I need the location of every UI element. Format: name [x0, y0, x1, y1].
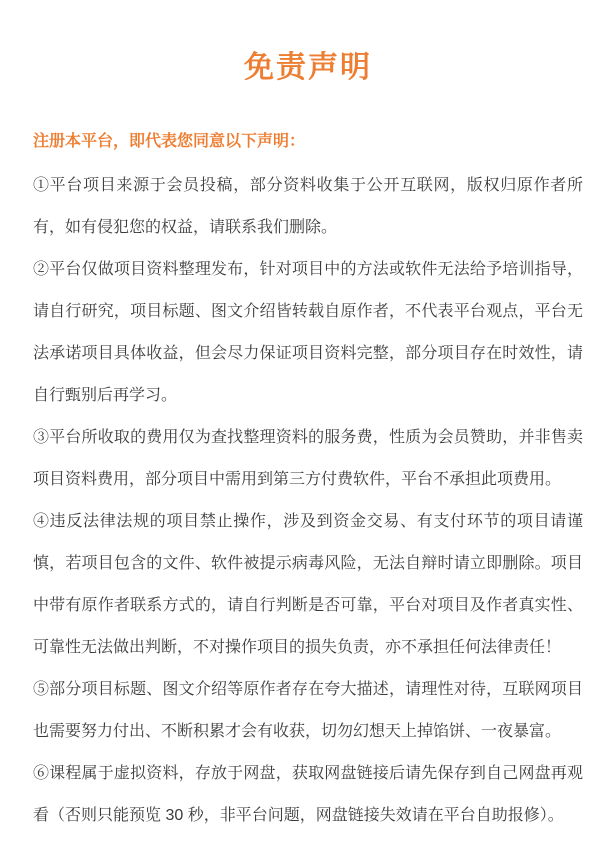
disclaimer-paragraph-2: ②平台仅做项目资料整理发布，针对项目中的方法或软件无法给予培训指导，请自行研究，项目标题、图文介绍皆转载自原作者，不代表平台观点，平台无法承诺项目具体收益，但会尽力保证项目资料完整，部分项目存在时效性，请自行甄别后再学习。 [33, 261, 583, 404]
intro-statement: 注册本平台，即代表您同意以下声明： [33, 133, 306, 150]
disclaimer-paragraph-3: ③平台所收取的费用仅为查找整理资料的服务费，性质为会员赞助，并非售卖项目资料费用，部分项目中需用到第三方付费软件，平台不承担此项费用。 [33, 429, 583, 488]
paragraph-list [33, 165, 583, 837]
disclaimer-paragraph-1: ①平台项目来源于会员投稿，部分资料收集于公开互联网，版权归原作者所有，如有侵犯您的权益，请联系我们删除。 [33, 177, 583, 236]
disclaimer-paragraph-6: ⑥课程属于虚拟资料，存放于网盘，获取网盘链接后请先保存到自己网盘再观看（否则只能预览 30 秒，非平台问题，网盘链接失效请在平台自助报修）。 [33, 765, 583, 824]
disclaimer-paragraph-4: ④违反法律法规的项目禁止操作，涉及到资金交易、有支付环节的项目请谨慎，若项目包含的文件、软件被提示病毒风险，无法自辩时请立即删除。项目中带有原作者联系方式的，请自行判断是否可靠，平台对项目及作者真实性、可靠性无法做出判断，不对操作项目的损失负责，亦不承担任何法律责任！ [33, 513, 583, 656]
disclaimer-paragraph-5: ⑤部分项目标题、图文介绍等原作者存在夸大描述，请理性对待，互联网项目也需要努力付出、不断积累才会有收获，切勿幻想天上掉馅饼、一夜暴富。 [33, 681, 583, 740]
page-title: 免责声明 [244, 51, 372, 84]
